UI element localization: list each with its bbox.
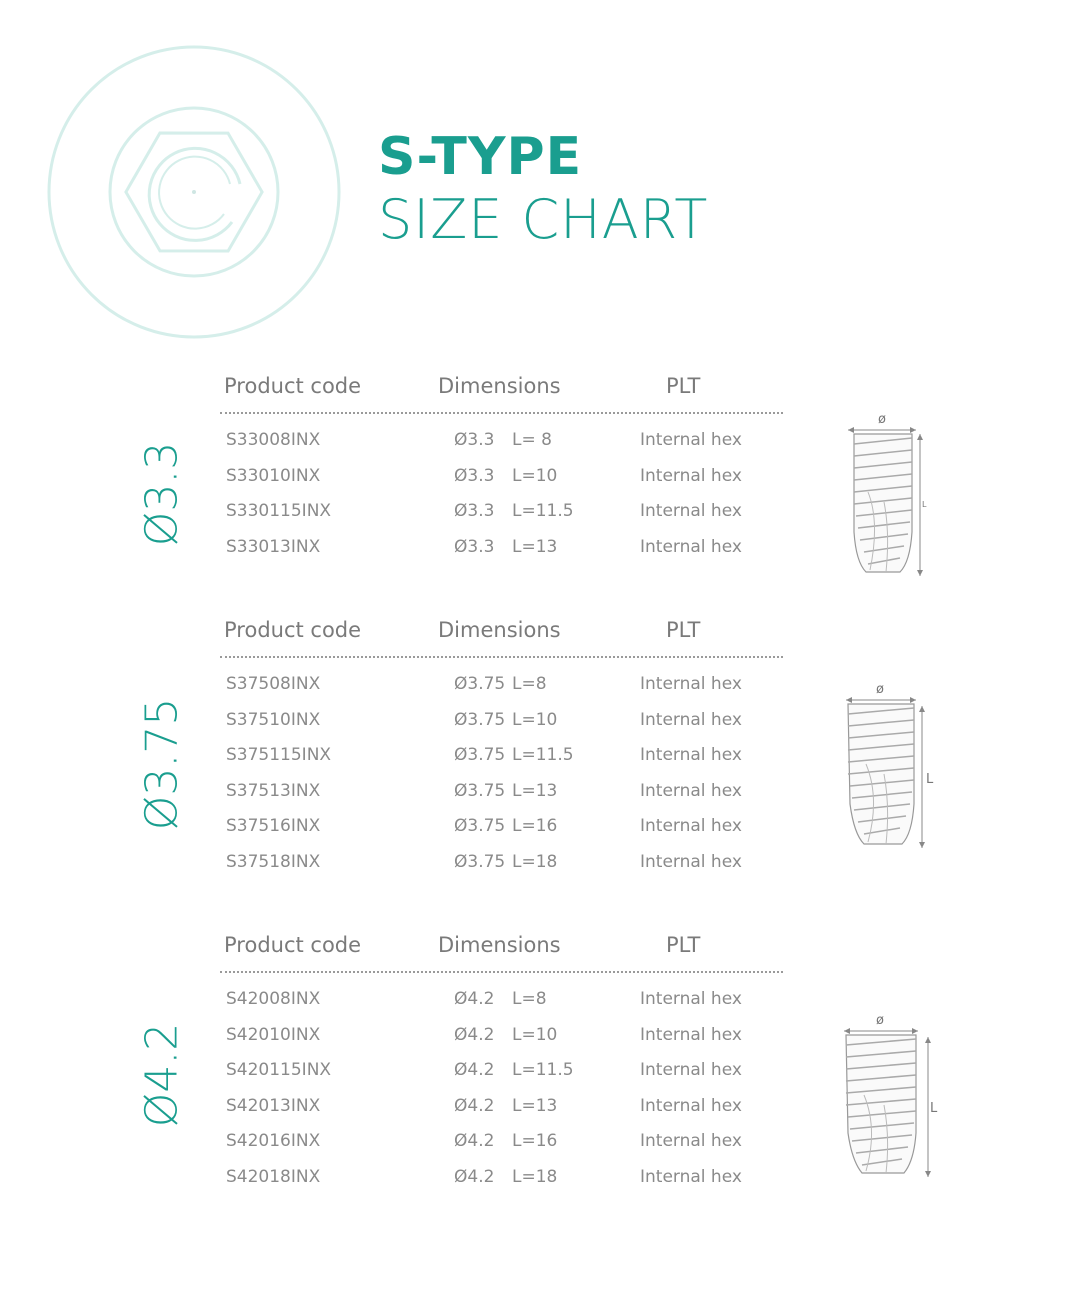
- plt-value: Internal hex: [640, 1166, 742, 1187]
- product-code: S33013INX: [226, 536, 321, 557]
- length-value: L=11.5: [512, 1060, 574, 1080]
- plt-value: Internal hex: [640, 1095, 742, 1116]
- section-diameter-label: Ø4.2: [136, 1022, 188, 1128]
- diameter-value: Ø3.75: [454, 851, 506, 872]
- plt-value: Internal hex: [640, 745, 742, 765]
- diameter-value: Ø3.3: [454, 501, 495, 521]
- plt-value: Internal hex: [640, 780, 742, 801]
- diameter-dimension-label: ø: [878, 412, 886, 427]
- table-row: [220, 493, 783, 529]
- table-body: [220, 422, 783, 564]
- diameter-value: Ø3.75: [454, 674, 506, 694]
- product-code: S33008INX: [226, 430, 321, 450]
- column-header-plt: PLT: [666, 374, 701, 398]
- brand-logo-icon: [46, 44, 342, 340]
- product-code: S42013INX: [226, 1095, 321, 1116]
- table-row: [220, 702, 783, 738]
- table-row: [220, 529, 783, 565]
- length-value: L=16: [512, 816, 558, 836]
- implant-drawing-icon: [836, 682, 940, 856]
- size-section-3-75: [0, 614, 1080, 894]
- diameter-value: Ø4.2: [454, 1131, 495, 1151]
- diameter-value: Ø3.75: [454, 816, 506, 836]
- product-code: S42008INX: [226, 989, 321, 1009]
- diameter-dimension-label: ø: [876, 1013, 884, 1028]
- product-code: S42016INX: [226, 1131, 321, 1151]
- length-value: L=11.5: [512, 501, 574, 521]
- diameter-value: Ø3.75: [454, 780, 506, 801]
- table-row: [220, 981, 783, 1017]
- length-value: L= 8: [512, 430, 552, 450]
- diameter-value: Ø3.3: [454, 465, 495, 486]
- dotted-divider: [220, 412, 783, 414]
- table-row: [220, 844, 783, 880]
- length-value: L=8: [512, 989, 547, 1009]
- column-header-code: Product code: [224, 374, 362, 398]
- title-block: [378, 124, 708, 250]
- column-header-dimensions: Dimensions: [438, 374, 561, 398]
- table-row: [220, 737, 783, 773]
- diameter-value: Ø3.75: [454, 709, 506, 730]
- product-code: S330115INX: [226, 501, 332, 521]
- page-subtitle: SIZE CHART: [378, 188, 709, 251]
- table-row: [220, 1159, 783, 1195]
- diameter-value: Ø4.2: [454, 1095, 495, 1116]
- table-row: [220, 1017, 783, 1053]
- table-header: [220, 370, 783, 410]
- plt-value: Internal hex: [640, 465, 742, 486]
- length-value: L=18: [512, 1166, 558, 1187]
- length-value: L=13: [512, 536, 558, 557]
- plt-value: Internal hex: [640, 430, 742, 450]
- plt-value: Internal hex: [640, 989, 742, 1009]
- table-row: [220, 1088, 783, 1124]
- length-dimension-label: L: [926, 772, 934, 787]
- length-value: L=11.5: [512, 745, 574, 765]
- length-value: L=8: [512, 674, 547, 694]
- plt-value: Internal hex: [640, 674, 742, 694]
- dotted-divider: [220, 656, 783, 658]
- diameter-value: Ø3.75: [454, 745, 506, 765]
- diameter-value: Ø3.3: [454, 430, 495, 450]
- product-code: S42010INX: [226, 1024, 321, 1045]
- product-code: S33010INX: [226, 465, 321, 486]
- diameter-value: Ø3.3: [454, 536, 495, 557]
- length-value: L=10: [512, 465, 558, 486]
- product-code: S420115INX: [226, 1060, 332, 1080]
- plt-value: Internal hex: [640, 1131, 742, 1151]
- plt-value: Internal hex: [640, 709, 742, 730]
- plt-value: Internal hex: [640, 1024, 742, 1045]
- product-code: S37510INX: [226, 709, 321, 730]
- table-row: [220, 422, 783, 458]
- plt-value: Internal hex: [640, 1060, 742, 1080]
- length-value: L=10: [512, 709, 558, 730]
- column-header-plt: PLT: [666, 618, 701, 642]
- column-header-code: Product code: [224, 618, 362, 642]
- plt-value: Internal hex: [640, 536, 742, 557]
- section-diameter-label: Ø3.3: [136, 441, 188, 547]
- product-code: S37513INX: [226, 780, 321, 801]
- table-row: [220, 808, 783, 844]
- product-code: S42018INX: [226, 1166, 321, 1187]
- product-code: S37518INX: [226, 851, 321, 872]
- implant-drawing-icon: [834, 1013, 942, 1183]
- column-header-dimensions: Dimensions: [438, 618, 561, 642]
- dotted-divider: [220, 971, 783, 973]
- table-row: [220, 666, 783, 702]
- length-value: L=10: [512, 1024, 558, 1045]
- section-diameter-label: Ø3.75: [136, 697, 188, 831]
- product-code: S37508INX: [226, 674, 321, 694]
- table-row: [220, 458, 783, 494]
- diameter-value: Ø4.2: [454, 989, 495, 1009]
- table-body: [220, 981, 783, 1194]
- implant-drawing-icon: [840, 412, 940, 582]
- size-section-3-3: [0, 370, 1080, 600]
- diameter-dimension-label: ø: [876, 682, 884, 697]
- length-value: L=13: [512, 1095, 558, 1116]
- length-value: L=18: [512, 851, 558, 872]
- column-header-dimensions: Dimensions: [438, 933, 561, 957]
- table-header: [220, 614, 783, 654]
- column-header-plt: PLT: [666, 933, 701, 957]
- size-section-4-2: [0, 929, 1080, 1209]
- product-code: S375115INX: [226, 745, 332, 765]
- diameter-value: Ø4.2: [454, 1024, 495, 1045]
- page-title: S-TYPE: [378, 127, 583, 187]
- length-value: L=16: [512, 1131, 558, 1151]
- product-code: S37516INX: [226, 816, 321, 836]
- length-dimension-label: L: [922, 500, 927, 509]
- length-value: L=13: [512, 780, 558, 801]
- length-dimension-label: L: [930, 1101, 938, 1116]
- diameter-value: Ø4.2: [454, 1060, 495, 1080]
- plt-value: Internal hex: [640, 501, 742, 521]
- table-row: [220, 1052, 783, 1088]
- diameter-value: Ø4.2: [454, 1166, 495, 1187]
- table-row: [220, 773, 783, 809]
- plt-value: Internal hex: [640, 851, 742, 872]
- table-row: [220, 1123, 783, 1159]
- column-header-code: Product code: [224, 933, 362, 957]
- plt-value: Internal hex: [640, 816, 742, 836]
- table-header: [220, 929, 783, 969]
- table-body: [220, 666, 783, 879]
